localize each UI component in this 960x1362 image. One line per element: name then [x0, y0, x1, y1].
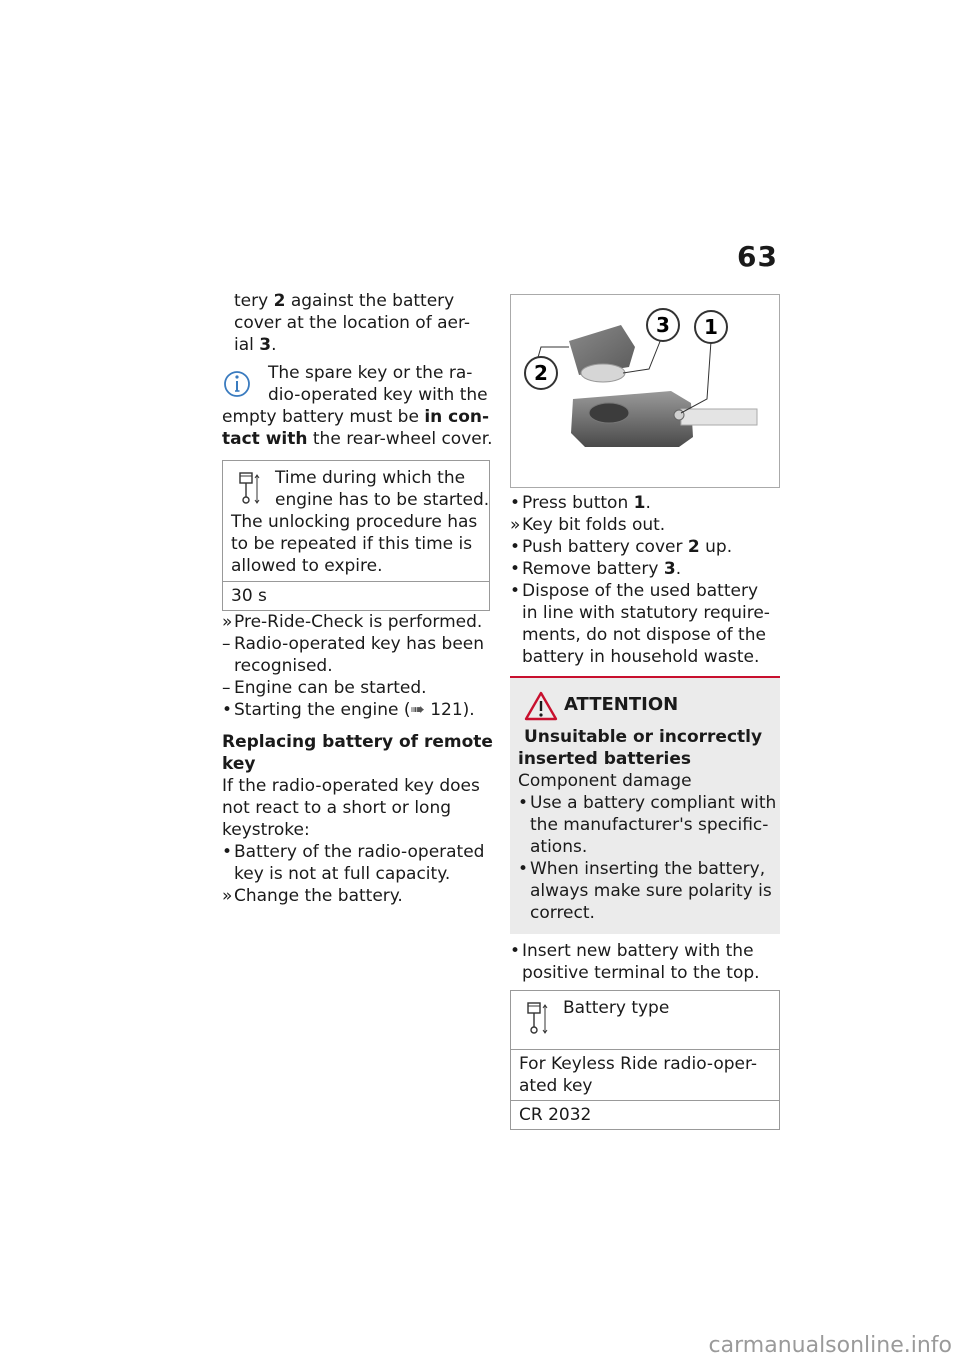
results-list: » Pre-Ride-Check is performed. – Radio-operated key has been recognised. – Engine can be started. • Starting the engine (➠ 121).: [222, 611, 490, 721]
callout-2: [525, 357, 557, 389]
list-item: • Dispose of the used battery: [510, 581, 759, 601]
key-bit: [681, 409, 757, 425]
continuation-text: tery 2 against the battery cover at the location of aer- ial 3.: [234, 291, 471, 355]
warning-triangle-icon: [524, 690, 558, 728]
list-item: • Use a battery compliant with: [518, 793, 777, 813]
list-item: – Engine can be started.: [222, 678, 427, 698]
piston-icon: [525, 1001, 549, 1043]
steps-list: • Press button 1. » Key bit folds out. • Push battery cover 2 up. • Remove battery 3. • Dispose of the used battery in line with statutory require- ments, do not dispose of the battery in household waste.: [510, 492, 780, 668]
intro-text: If the radio-operated key does not react to a short or long keystroke:: [222, 776, 480, 840]
key-body: [571, 391, 693, 447]
list-item: • Insert new battery with the: [510, 941, 754, 961]
battery-type-value: CR 2032: [519, 1105, 592, 1125]
section-heading: Replacing battery of remote key: [222, 732, 493, 774]
svg-text:2: 2: [534, 361, 548, 385]
info-note: The spare key or the ra- dio-operated key with the empty battery must be in con- tact with the rear-wheel cover.: [222, 363, 493, 449]
attention-title: ATTENTION: [564, 694, 679, 715]
list-item: • Battery of the radio-operated: [222, 842, 485, 862]
list-item: • When inserting the battery,: [518, 859, 766, 879]
insert-step: • Insert new battery with the positive terminal to the top.: [510, 940, 780, 984]
list-item: • Press button 1.: [510, 493, 651, 513]
spec-value: 30 s: [231, 586, 267, 606]
svg-text:3: 3: [656, 313, 670, 337]
list-item[interactable]: • Starting the engine (➠ 121).: [222, 700, 475, 720]
callout-1: [695, 311, 727, 343]
key-illustration: [511, 295, 779, 485]
list-item: » Change the battery.: [222, 886, 403, 906]
svg-text:1: 1: [704, 315, 718, 339]
right-column: [510, 294, 780, 1130]
list-item: • Remove battery 3.: [510, 559, 682, 579]
battery-type-box: Battery type For Keyless Ride radio-oper- ated key CR 2032: [510, 990, 780, 1130]
condition-list: • Battery of the radio-operated key is not at full capacity. » Change the battery.: [222, 841, 490, 907]
list-item: » Key bit folds out.: [510, 515, 666, 535]
attention-box: ATTENTION Unsuitable or incorrectly inserted batteries Component damage • Use a battery compliant with the manufacturer's specific- ations. • When inserting the battery, always make sure polarity is correct.: [510, 676, 780, 934]
list-item: – Radio-operated key has been: [222, 634, 485, 654]
page-number: 63: [737, 240, 778, 273]
left-column: [222, 290, 493, 907]
piston-icon: [237, 471, 261, 513]
list-item: • Push battery cover 2 up.: [510, 537, 733, 557]
watermark: carmanualsonline.info: [708, 1333, 952, 1358]
list-item: » Pre-Ride-Check is performed.: [222, 612, 483, 632]
page-ref-arrow-icon[interactable]: ➠: [410, 700, 425, 720]
info-icon: [222, 366, 252, 408]
key-battery-figure: [510, 294, 780, 488]
start-time-spec-box: Time during which the engine has to be started. The unlocking procedure has to be repeated if this time is allowed to expire. 30 s: [222, 460, 490, 611]
callout-3: [647, 309, 679, 341]
coin-battery: [581, 364, 625, 382]
